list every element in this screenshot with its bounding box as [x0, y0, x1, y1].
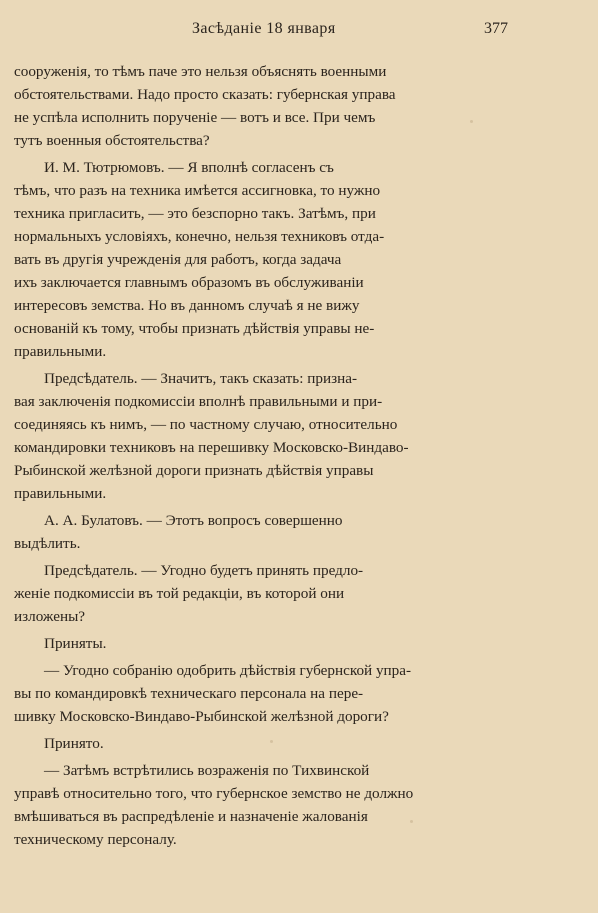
text-line: сооруженія, то тѣмъ паче это нельзя объяснять военными [14, 63, 387, 80]
paragraph [14, 60, 536, 152]
text-line: вы по командировкѣ техническаго персонала на пере- [14, 685, 364, 702]
text-line: техника пригласить, — это безспорно такъ. Затѣмъ, при [14, 205, 376, 222]
text-line: нормальныхъ условіяхъ, конечно, нельзя техниковъ отда- [14, 228, 385, 245]
text-line: — Затѣмъ встрѣтились возраженія по Тихвинской [44, 762, 370, 779]
page-header [0, 20, 598, 44]
text-line: вать въ другія учрежденія для работъ, когда задача [14, 251, 342, 268]
paragraph [14, 632, 536, 655]
running-title: Засѣданіе 18 января [192, 20, 336, 37]
text-line: вая заключенія подкомиссіи вполнѣ правильными и при- [14, 393, 383, 410]
speaker-line: И. М. Тютрюмовъ. — Я вполнѣ согласенъ съ [44, 159, 334, 176]
text-line: управѣ относительно того, что губернское земство не должно [14, 785, 414, 802]
paragraph [14, 156, 536, 363]
speaker-line: Предсѣдатель. — Значитъ, такъ сказать: призна- [44, 370, 357, 387]
text-line: Принято. [44, 735, 104, 752]
paragraph [14, 509, 536, 555]
text-line: правильными. [14, 343, 107, 360]
text-line: не успѣла исполнить порученіе — вотъ и все. При чемъ [14, 109, 376, 126]
speaker-line: А. А. Булатовъ. — Этотъ вопросъ совершенно [44, 512, 343, 529]
text-line: основаній къ тому, чтобы признать дѣйствія управы не- [14, 320, 375, 337]
text-line: женіе подкомиссіи въ той редакціи, въ которой они [14, 585, 345, 602]
text-line: интересовъ земства. Но въ данномъ случаѣ я не вижу [14, 297, 360, 314]
page-body [14, 60, 536, 855]
text-line: командировки техниковъ на перешивку Московско-Виндаво- [14, 439, 409, 456]
text-line: ихъ заключается главнымъ образомъ въ обслуживаніи [14, 274, 364, 291]
paragraph [14, 732, 536, 755]
text-line: Рыбинской желѣзной дороги признать дѣйствія управы [14, 462, 374, 479]
text-line: — Угодно собранію одобрить дѣйствія губернской упра- [44, 662, 412, 679]
paragraph [14, 367, 536, 505]
paragraph [14, 659, 536, 728]
text-line: обстоятельствами. Надо просто сказать: губернская управа [14, 86, 396, 103]
text-line: шивку Московско-Виндаво-Рыбинской желѣзной дороги? [14, 708, 389, 725]
text-line: Приняты. [44, 635, 107, 652]
text-line: изложены? [14, 608, 86, 625]
text-line: тутъ военныя обстоятельства? [14, 132, 210, 149]
page-number: 377 [484, 20, 508, 37]
text-line: правильными. [14, 485, 107, 502]
text-line: соединяясь къ нимъ, — по частному случаю, относительно [14, 416, 398, 433]
text-line: вмѣшиваться въ распредѣленіе и назначеніе жалованія [14, 808, 368, 825]
text-line: выдѣлить. [14, 535, 81, 552]
text-line: тѣмъ, что разъ на техника имѣется ассигновка, то нужно [14, 182, 381, 199]
text-line: техническому персоналу. [14, 831, 177, 848]
paragraph [14, 559, 536, 628]
speaker-line: Предсѣдатель. — Угодно будетъ принять предло- [44, 562, 364, 579]
paragraph [14, 759, 536, 851]
